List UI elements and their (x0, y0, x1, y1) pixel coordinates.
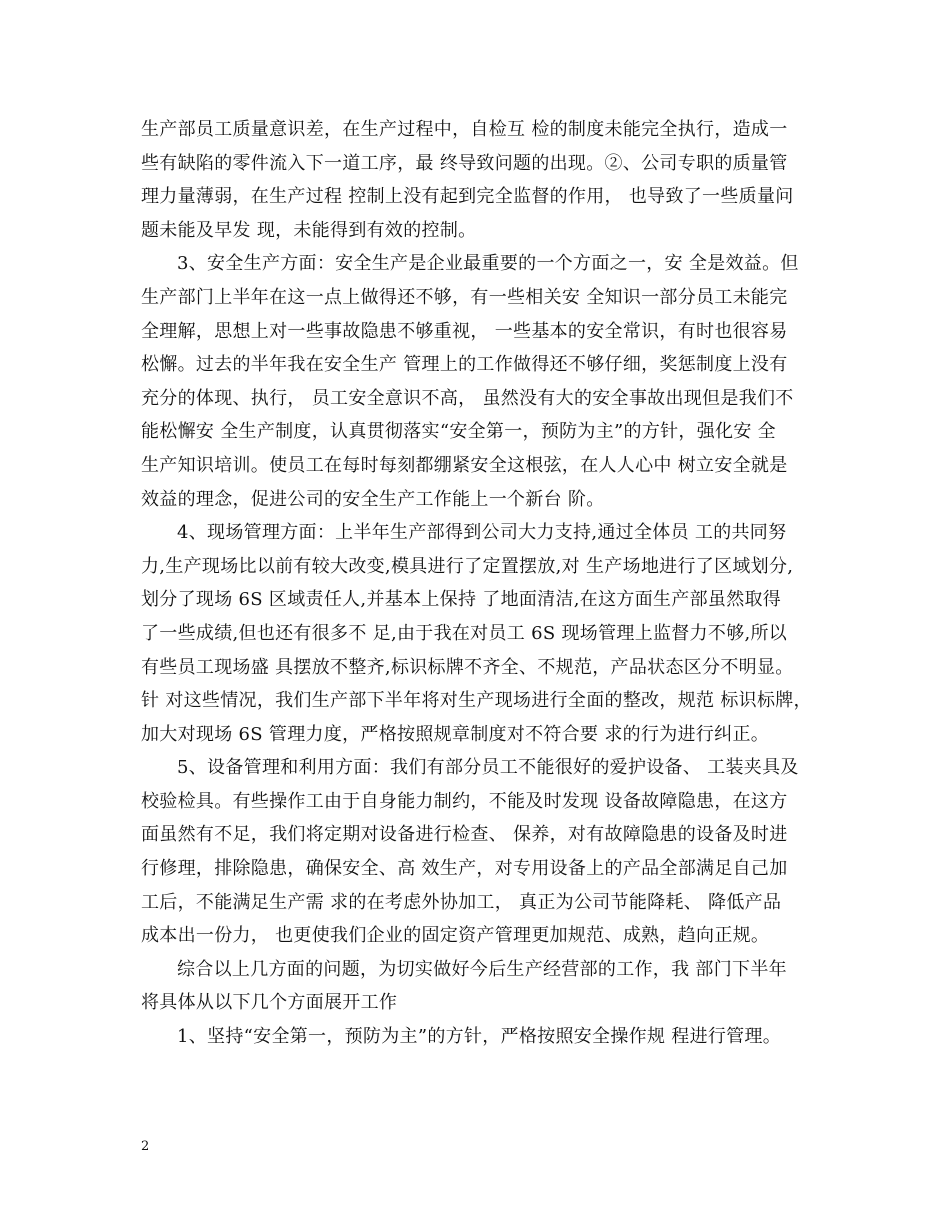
text-line: 些有缺陷的零件流入下一道工序，最 终导致问题的出现。②、公司专职的质量管 (141, 152, 788, 174)
text-line: 效益的理念，促进公司的安全生产工作能上一个新台 阶。 (141, 488, 605, 510)
text-line: 生产知识培训。使员工在每时每刻都绷紧安全这根弦，在人人心中 树立安全就是 (141, 454, 788, 476)
text-line: 划分了现场 6S 区域责任人,并基本上保持 了地面清洁,在这方面生产部虽然取得 (141, 589, 782, 611)
document-body (141, 113, 821, 1054)
text-line: 理力量薄弱，在生产过程 控制上没有起到完全监督的作用， 也导致了一些质量问 (141, 186, 794, 208)
paragraph-quality-issues (141, 113, 821, 247)
text-line: 了一些成绩,但也还有很多不 足,由于我在对员工 6S 现场管理上监督力不够,所以 (141, 622, 788, 644)
text-line: 综合以上几方面的问题，为切实做好今后生产经营部的工作，我 部门下半年 (177, 958, 787, 980)
text-line: 5、设备管理和利用方面：我们有部分员工不能很好的爱护设备、 工装夹具及 (177, 757, 799, 779)
text-line: 能松懈安 全生产制度，认真贯彻落实“安全第一，预防为主”的方针，强化安 全 (141, 421, 776, 443)
text-line: 成本出一份力， 也更使我们企业的固定资产管理更加规范、成熟，趋向正规。 (141, 925, 770, 947)
text-line: 题未能及早发 现，未能得到有效的控制。 (141, 219, 477, 241)
paragraph-plan-item-1 (141, 1020, 821, 1054)
text-line: 充分的体现、执行， 员工安全意识不高， 虽然没有大的安全事故出现但是我们不 (141, 387, 794, 409)
text-line: 工后，不能满足生产需 求的在考虑外协加工， 真正为公司节能降耗、 降低产品 (141, 891, 782, 913)
text-line: 生产部员工质量意识差，在生产过程中，自检互 检的制度未能完全执行，造成一 (141, 119, 788, 140)
text-line: 加大对现场 6S 管理力度，严格按照规章制度对不符合要 求的行为进行纠正。 (141, 723, 770, 745)
page-number: 2 (141, 1139, 150, 1154)
text-line: 松懈。过去的半年我在安全生产 管理上的工作做得还不够仔细，奖惩制度上没有 (141, 354, 788, 376)
text-line: 生产部门上半年在这一点上做得还不够，有一些相关安 全知识一部分员工未能完 (141, 286, 788, 308)
text-line: 针 对这些情况，我们生产部下半年将对生产现场进行全面的整改，规范 标识标牌， (141, 690, 812, 712)
text-line: 行修理，排除隐患，确保安全、高 效生产，对专用设备上的产品全部满足自己加 (141, 858, 788, 880)
text-line: 3、安全生产方面：安全生产是企业最重要的一个方面之一，安 全是效益。但 (177, 253, 799, 275)
text-line: 面虽然有不足，我们将定期对设备进行检查、 保养，对有故障隐患的设备及时进 (141, 824, 788, 846)
paragraph-site-management (141, 516, 821, 751)
text-line: 全理解，思想上对一些事故隐患不够重视， 一些基本的安全常识，有时也很容易 (141, 320, 788, 342)
text-line: 将具体从以下几个方面展开工作 (141, 992, 398, 1014)
paragraph-equipment-management (141, 751, 821, 953)
paragraph-summary (141, 953, 821, 1020)
text-line: 校验检具。有些操作工由于自身能力制约，不能及时发现 设备故障隐患，在这方 (141, 790, 788, 812)
paragraph-safety-production (141, 247, 821, 516)
text-line: 4、现场管理方面：上半年生产部得到公司大力支持,通过全体员 工的共同努 (177, 522, 787, 544)
text-line: 1、坚持“安全第一，预防为主”的方针，严格按照安全操作规 程进行管理。 (177, 1026, 782, 1048)
text-line: 力,生产现场比以前有较大改变,模具进行了定置摆放,对 生产场地进行了区域划分, (141, 555, 794, 577)
text-line: 有些员工现场盛 具摆放不整齐,标识标牌不齐全、不规范，产品状态区分不明显。 (141, 656, 794, 678)
